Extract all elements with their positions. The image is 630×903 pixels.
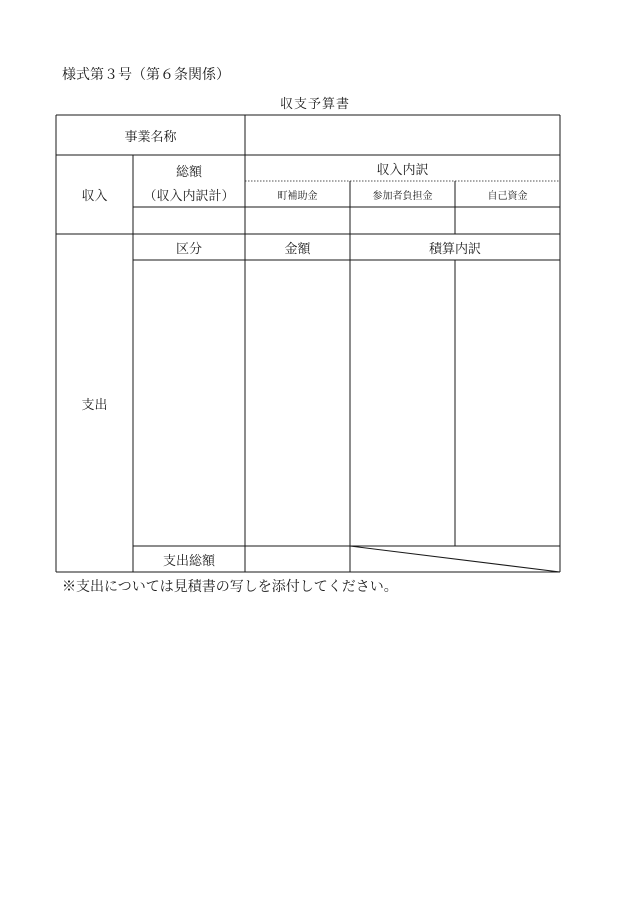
calculation-detail-area-right[interactable] — [455, 260, 560, 546]
calculation-detail-area-left[interactable] — [350, 260, 455, 546]
own-funds-header: 自己資金 — [487, 190, 528, 202]
income-total-field[interactable] — [133, 207, 245, 234]
town-subsidy-header: 町補助金 — [277, 190, 318, 202]
expense-total-label: 支出総額 — [162, 553, 215, 569]
expense-total-field[interactable] — [245, 546, 350, 572]
expense-category-area[interactable] — [133, 260, 245, 546]
participant-fee-field[interactable] — [350, 207, 455, 234]
category-header: 区分 — [175, 241, 202, 257]
project-name-label: 事業名称 — [124, 129, 177, 145]
attachment-note: ※支出については見積書の写しを添付してください。 — [62, 579, 398, 595]
document-title: 収支予算書 — [279, 97, 350, 112]
income-breakdown-label: 収入内訳 — [376, 162, 429, 178]
participant-fee-header: 参加者負担金 — [372, 190, 433, 202]
expense-amount-area[interactable] — [245, 260, 350, 546]
form-number: 様式第３号（第６条関係） — [62, 67, 230, 83]
income-label: 収入 — [81, 189, 108, 204]
amount-header: 金額 — [284, 241, 311, 257]
own-funds-field[interactable] — [455, 207, 560, 234]
town-subsidy-field[interactable] — [245, 207, 350, 234]
total-sub-label: （収入内訳計） — [143, 188, 235, 204]
total-label: 総額 — [175, 164, 202, 180]
expense-label: 支出 — [81, 397, 108, 413]
calculation-header: 積算内訳 — [428, 241, 481, 257]
diagonal-strike — [350, 546, 560, 572]
project-name-field[interactable] — [245, 115, 560, 155]
